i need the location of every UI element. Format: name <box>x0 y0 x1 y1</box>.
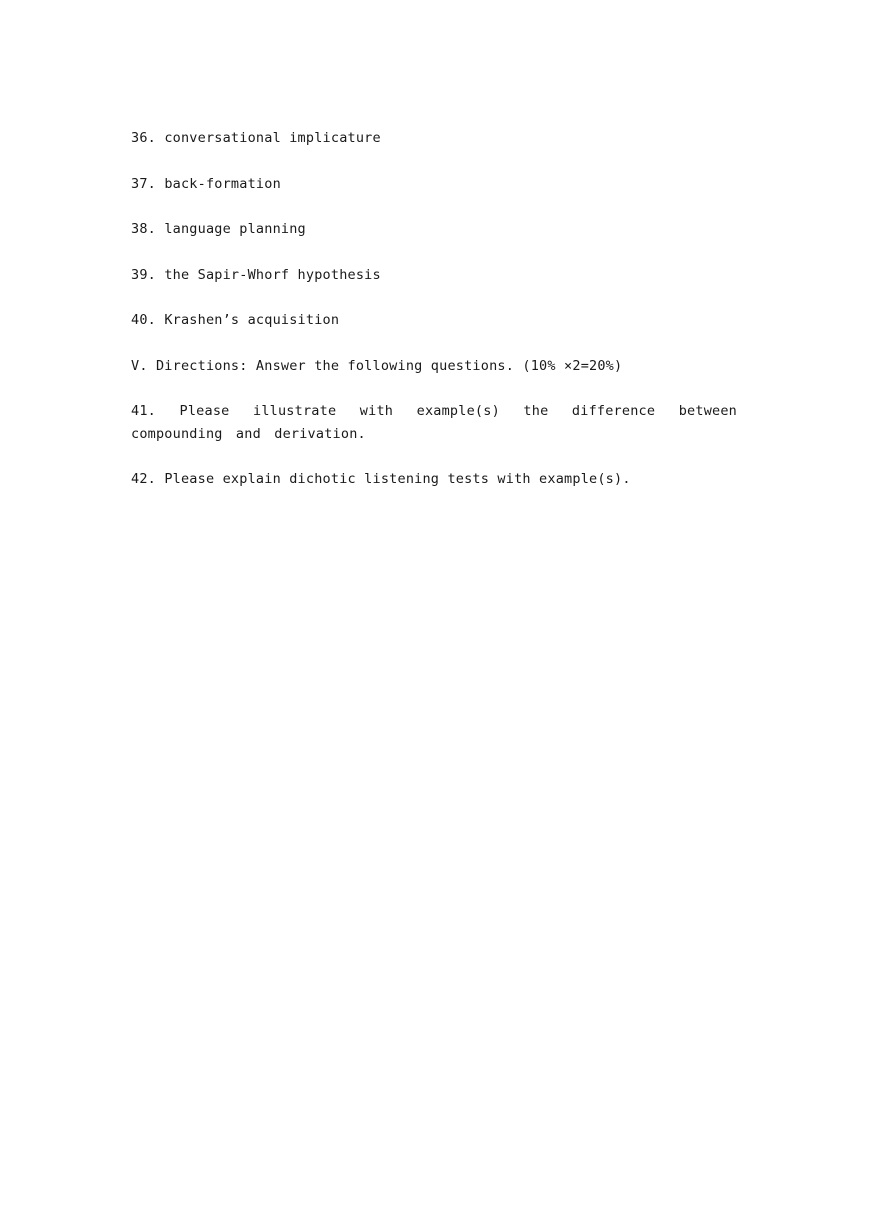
item-text: language planning <box>164 221 306 237</box>
question-number: 42. <box>131 471 156 487</box>
item-text: conversational implicature <box>164 130 381 146</box>
item-number: 37. <box>131 176 156 192</box>
section-heading: V. Directions: Answer the following questions. (10% ×2=20%) <box>131 358 623 374</box>
term-item-40 <box>131 309 339 332</box>
item-number: 36. <box>131 130 156 146</box>
term-item-36 <box>131 127 381 150</box>
item-text: the Sapir-Whorf hypothesis <box>164 267 381 283</box>
item-number: 40. <box>131 312 156 328</box>
question-text: Please illustrate with example(s) the difference between compounding and derivation. <box>131 403 738 442</box>
question-text: Please explain dichotic listening tests with example(s). <box>164 471 631 487</box>
item-number: 38. <box>131 221 156 237</box>
term-item-37 <box>131 173 281 196</box>
term-item-39 <box>131 264 381 287</box>
item-text: Krashen’s acquisition <box>164 312 340 328</box>
item-number: 39. <box>131 267 156 283</box>
item-text: back-formation <box>164 176 281 192</box>
question-number: 41. <box>131 403 156 419</box>
question-41 <box>131 400 737 446</box>
question-42 <box>131 468 631 491</box>
term-item-38 <box>131 218 306 241</box>
